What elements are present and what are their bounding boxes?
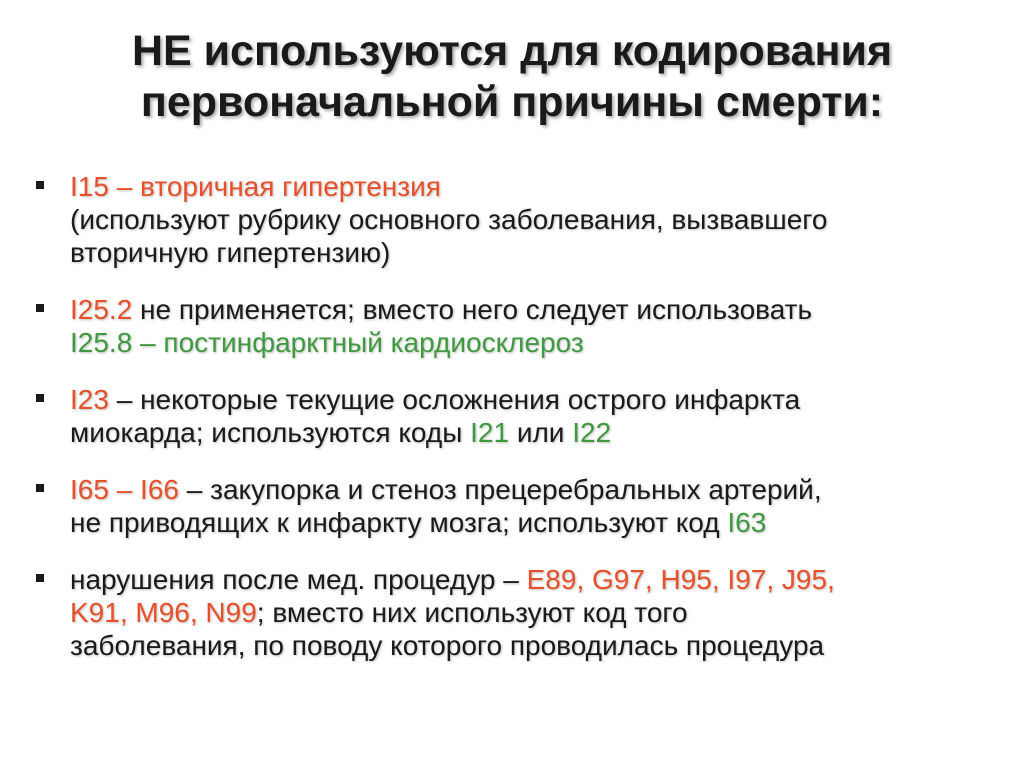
- list-item: [36, 170, 996, 269]
- code-text: I25.8 – постинфарктный кардиосклероз: [70, 327, 584, 358]
- code-text: E89, G97, H95, I97, J95,: [526, 564, 835, 595]
- list-item: [36, 293, 996, 359]
- square-bullet-icon: [36, 304, 44, 312]
- item-text: миокарда; используются коды: [70, 417, 471, 448]
- code-text: I23: [70, 384, 109, 415]
- code-text: I21: [470, 417, 510, 448]
- item-text: ; вместо них используют код того: [256, 597, 688, 628]
- item-text: нарушения после мед. процедур –: [70, 564, 527, 595]
- list-item: [36, 473, 996, 539]
- title-line-1: НЕ используются для кодирования: [131, 27, 893, 75]
- title-line-2: первоначальной причины смерти:: [140, 78, 884, 126]
- square-bullet-icon: [36, 181, 44, 189]
- code-text: I22: [572, 417, 612, 448]
- item-text: (используют рубрику основного заболевания, вызвавшего: [70, 204, 828, 235]
- square-bullet-icon: [36, 394, 44, 402]
- item-text: или: [509, 417, 573, 448]
- list-item: [36, 563, 996, 662]
- item-text: – некоторые текущие осложнения острого инфаркта: [108, 384, 801, 415]
- square-bullet-icon: [36, 484, 44, 492]
- item-text: не приводящих к инфаркту мозга; используют код: [70, 507, 728, 538]
- code-text: I15 – вторичная гипертензия: [70, 171, 441, 202]
- code-text: K91, M96, N99: [70, 597, 257, 628]
- item-text: вторичную гипертензию): [70, 237, 391, 268]
- item-text: заболевания, по поводу которого проводилась процедура: [70, 630, 825, 661]
- square-bullet-icon: [36, 574, 44, 582]
- code-text: I65 – I66: [70, 474, 179, 505]
- item-text: не применяется; вместо него следует использовать: [132, 294, 813, 325]
- code-text: I63: [727, 507, 767, 538]
- bullet-list: [36, 170, 996, 686]
- list-item: [36, 383, 996, 449]
- slide-title: [20, 26, 1004, 128]
- code-text: I25.2: [70, 294, 133, 325]
- item-text: – закупорка и стеноз прецеребральных артерий,: [178, 474, 822, 505]
